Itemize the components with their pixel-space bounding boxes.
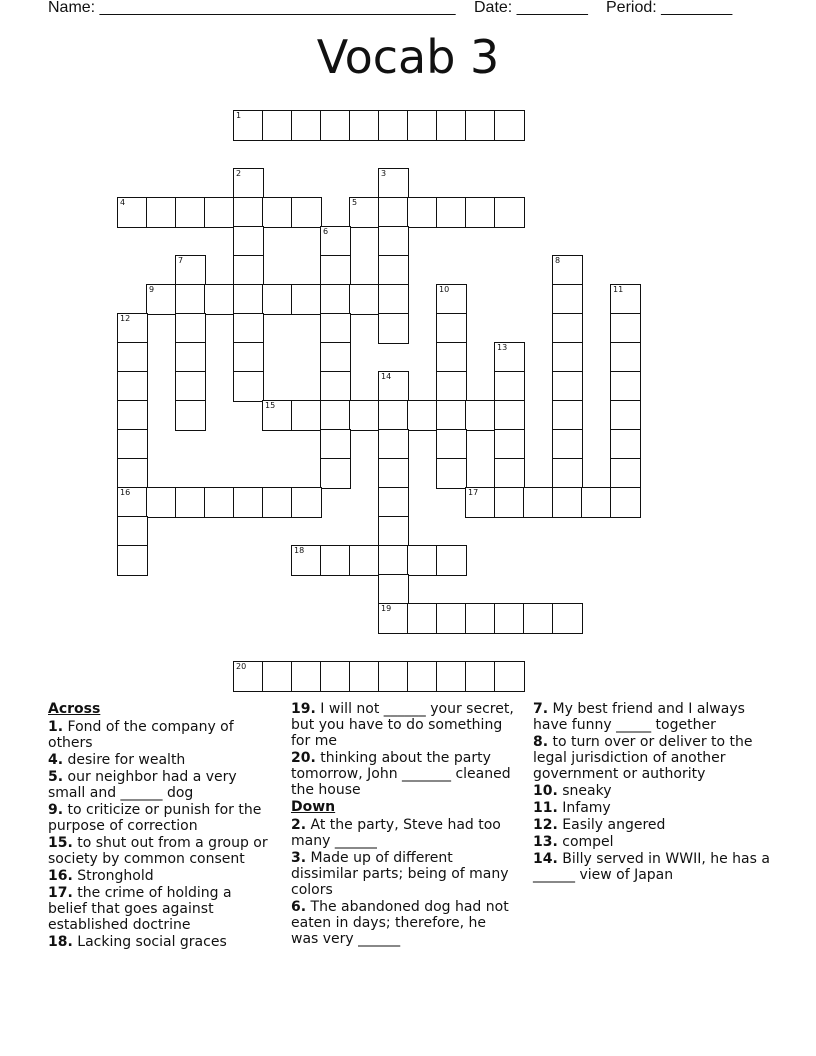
across-clue-list-continued bbox=[291, 701, 517, 798]
grid-cell[interactable] bbox=[610, 458, 641, 489]
clue-num: 11. bbox=[533, 800, 558, 816]
grid-cell[interactable] bbox=[378, 429, 409, 460]
clue-num: 1. bbox=[48, 719, 64, 735]
grid-cell[interactable] bbox=[436, 197, 467, 228]
grid-cell[interactable] bbox=[117, 313, 148, 344]
grid-cell[interactable] bbox=[378, 661, 409, 692]
grid-cell[interactable] bbox=[378, 458, 409, 489]
grid-cell[interactable] bbox=[436, 371, 467, 402]
clue-text: Stronghold bbox=[72, 868, 154, 884]
name-field-label: Name: ________________________________________ bbox=[48, 0, 456, 16]
grid-cell[interactable] bbox=[175, 400, 206, 431]
page-title: Vocab 3 bbox=[316, 30, 500, 84]
grid-cell[interactable] bbox=[117, 197, 148, 228]
clue-num: 20. bbox=[291, 750, 316, 766]
grid-cell[interactable] bbox=[262, 284, 293, 315]
clue-number: 20 bbox=[236, 662, 247, 671]
clue-num: 16. bbox=[48, 868, 73, 884]
grid-cell[interactable] bbox=[175, 342, 206, 373]
grid-cell[interactable] bbox=[320, 255, 351, 286]
clue-item bbox=[533, 800, 773, 816]
grid-cell[interactable] bbox=[494, 603, 525, 634]
grid-cell[interactable] bbox=[436, 313, 467, 344]
grid-cell[interactable] bbox=[378, 574, 409, 605]
grid-cell[interactable] bbox=[233, 226, 264, 257]
grid-cell[interactable] bbox=[320, 400, 351, 431]
grid-cell[interactable] bbox=[320, 110, 351, 141]
grid-cell[interactable] bbox=[233, 313, 264, 344]
clue-item bbox=[48, 752, 274, 768]
grid-cell[interactable] bbox=[349, 400, 380, 431]
clue-num: 6. bbox=[291, 899, 307, 915]
clue-item bbox=[48, 934, 274, 950]
grid-cell[interactable] bbox=[378, 168, 409, 199]
clue-number: 16 bbox=[120, 488, 131, 497]
grid-cell[interactable] bbox=[378, 516, 409, 547]
grid-cell[interactable] bbox=[494, 661, 525, 692]
grid-cell[interactable] bbox=[291, 661, 322, 692]
grid-cell[interactable] bbox=[146, 284, 177, 315]
grid-cell[interactable] bbox=[494, 371, 525, 402]
grid-cell[interactable] bbox=[320, 226, 351, 257]
grid-cell[interactable] bbox=[436, 342, 467, 373]
period-field-label: Period: ________ bbox=[606, 0, 733, 16]
clue-number: 9 bbox=[149, 285, 155, 294]
grid-cell[interactable] bbox=[175, 487, 206, 518]
grid-cell[interactable] bbox=[552, 458, 583, 489]
clue-num: 7. bbox=[533, 701, 549, 717]
clue-text: the crime of holding a belief that goes against established doctrine bbox=[48, 885, 232, 933]
grid-cell[interactable] bbox=[407, 603, 438, 634]
clue-num: 4. bbox=[48, 752, 64, 768]
clue-text: Made up of different dissimilar parts; being of many colors bbox=[291, 850, 509, 898]
grid-cell[interactable] bbox=[494, 429, 525, 460]
grid-cell[interactable] bbox=[494, 110, 525, 141]
grid-cell[interactable] bbox=[436, 400, 467, 431]
down-heading: Down bbox=[291, 799, 336, 815]
grid-cell[interactable] bbox=[552, 429, 583, 460]
grid-cell[interactable] bbox=[291, 110, 322, 141]
grid-cell[interactable] bbox=[610, 284, 641, 315]
clue-num: 10. bbox=[533, 783, 558, 799]
clue-item bbox=[533, 734, 773, 782]
clue-number: 17 bbox=[468, 488, 479, 497]
grid-cell[interactable] bbox=[378, 400, 409, 431]
clue-number: 13 bbox=[497, 343, 508, 352]
clue-item bbox=[533, 851, 773, 883]
clue-number: 14 bbox=[381, 372, 392, 381]
clue-text: The abandoned dog had not eaten in days; therefore, he was very ______ bbox=[291, 899, 509, 947]
grid-cell[interactable] bbox=[465, 661, 496, 692]
down-clues-column-2 bbox=[533, 701, 773, 884]
grid-cell[interactable] bbox=[320, 371, 351, 402]
grid-cell[interactable] bbox=[552, 284, 583, 315]
grid-cell[interactable] bbox=[320, 342, 351, 373]
grid-cell[interactable] bbox=[378, 197, 409, 228]
clue-number: 10 bbox=[439, 285, 450, 294]
grid-cell[interactable] bbox=[291, 400, 322, 431]
across-heading: Across bbox=[48, 701, 101, 717]
clue-number: 6 bbox=[323, 227, 329, 236]
clue-number: 8 bbox=[555, 256, 561, 265]
grid-cell[interactable] bbox=[378, 255, 409, 286]
grid-cell[interactable] bbox=[610, 429, 641, 460]
clue-num: 2. bbox=[291, 817, 307, 833]
grid-cell[interactable] bbox=[175, 255, 206, 286]
clue-num: 14. bbox=[533, 851, 558, 867]
grid-cell[interactable] bbox=[233, 661, 264, 692]
grid-cell[interactable] bbox=[552, 371, 583, 402]
grid-cell[interactable] bbox=[552, 255, 583, 286]
grid-cell[interactable] bbox=[552, 400, 583, 431]
grid-cell[interactable] bbox=[291, 197, 322, 228]
grid-cell[interactable] bbox=[494, 400, 525, 431]
grid-cell[interactable] bbox=[349, 545, 380, 576]
grid-cell[interactable] bbox=[233, 110, 264, 141]
clue-num: 19. bbox=[291, 701, 316, 717]
clue-item bbox=[533, 701, 773, 733]
clue-number: 4 bbox=[120, 198, 126, 207]
clue-item bbox=[291, 701, 517, 749]
grid-cell[interactable] bbox=[233, 197, 264, 228]
clue-number: 3 bbox=[381, 169, 387, 178]
grid-cell[interactable] bbox=[175, 284, 206, 315]
grid-cell[interactable] bbox=[378, 487, 409, 518]
clue-text: our neighbor had a very small and ______ dog bbox=[48, 769, 237, 801]
grid-cell[interactable] bbox=[407, 197, 438, 228]
grid-cell[interactable] bbox=[407, 545, 438, 576]
grid-cell[interactable] bbox=[175, 371, 206, 402]
grid-cell[interactable] bbox=[320, 545, 351, 576]
clue-text: Billy served in WWII, he has a ______ view of Japan bbox=[533, 851, 770, 883]
clue-number: 12 bbox=[120, 314, 131, 323]
clue-item bbox=[48, 868, 274, 884]
grid-cell[interactable] bbox=[291, 487, 322, 518]
grid-cell[interactable] bbox=[291, 284, 322, 315]
clue-num: 9. bbox=[48, 802, 64, 818]
grid-cell[interactable] bbox=[494, 197, 525, 228]
clue-item bbox=[533, 817, 773, 833]
clue-num: 15. bbox=[48, 835, 73, 851]
grid-cell[interactable] bbox=[117, 400, 148, 431]
clue-item bbox=[48, 835, 274, 867]
grid-cell[interactable] bbox=[581, 487, 612, 518]
grid-cell[interactable] bbox=[117, 371, 148, 402]
clue-number: 5 bbox=[352, 198, 358, 207]
grid-cell[interactable] bbox=[146, 197, 177, 228]
grid-cell[interactable] bbox=[523, 487, 554, 518]
grid-cell[interactable] bbox=[262, 400, 293, 431]
grid-cell[interactable] bbox=[175, 313, 206, 344]
grid-cell[interactable] bbox=[320, 284, 351, 315]
grid-cell[interactable] bbox=[378, 545, 409, 576]
grid-cell[interactable] bbox=[117, 487, 148, 518]
clue-text: desire for wealth bbox=[63, 752, 186, 768]
grid-cell[interactable] bbox=[233, 255, 264, 286]
clue-text: Easily angered bbox=[557, 817, 666, 833]
grid-cell[interactable] bbox=[349, 661, 380, 692]
grid-cell[interactable] bbox=[117, 429, 148, 460]
across-clue-list bbox=[48, 719, 274, 950]
grid-cell[interactable] bbox=[117, 458, 148, 489]
grid-cell[interactable] bbox=[320, 429, 351, 460]
grid-cell[interactable] bbox=[407, 110, 438, 141]
clue-number: 7 bbox=[178, 256, 184, 265]
grid-cell[interactable] bbox=[378, 603, 409, 634]
grid-cell[interactable] bbox=[465, 400, 496, 431]
grid-cell[interactable] bbox=[378, 313, 409, 344]
grid-cell[interactable] bbox=[175, 197, 206, 228]
grid-cell[interactable] bbox=[523, 603, 554, 634]
grid-cell[interactable] bbox=[233, 284, 264, 315]
grid-cell[interactable] bbox=[320, 661, 351, 692]
clue-text: My best friend and I always have funny _____ together bbox=[533, 701, 745, 733]
clue-item bbox=[48, 885, 274, 933]
date-field-label: Date: ________ bbox=[474, 0, 588, 16]
grid-cell[interactable] bbox=[378, 284, 409, 315]
grid-cell[interactable] bbox=[610, 313, 641, 344]
across-down-column bbox=[291, 701, 517, 948]
grid-cell[interactable] bbox=[610, 371, 641, 402]
grid-cell[interactable] bbox=[349, 284, 380, 315]
grid-cell[interactable] bbox=[117, 516, 148, 547]
clue-text: thinking about the party tomorrow, John _______ cleaned the house bbox=[291, 750, 511, 798]
grid-cell[interactable] bbox=[436, 603, 467, 634]
grid-cell[interactable] bbox=[117, 545, 148, 576]
clue-text: I will not ______ your secret, but you have to do something for me bbox=[291, 701, 514, 749]
grid-cell[interactable] bbox=[204, 487, 235, 518]
grid-cell[interactable] bbox=[204, 197, 235, 228]
grid-cell[interactable] bbox=[552, 603, 583, 634]
grid-cell[interactable] bbox=[262, 197, 293, 228]
clue-num: 8. bbox=[533, 734, 549, 750]
clue-text: At the party, Steve had too many ______ bbox=[291, 817, 501, 849]
clue-item bbox=[291, 899, 517, 947]
clue-item bbox=[291, 750, 517, 798]
clue-number: 1 bbox=[236, 111, 242, 120]
clue-text: to turn over or deliver to the legal jurisdiction of another government or authority bbox=[533, 734, 753, 782]
grid-cell[interactable] bbox=[378, 371, 409, 402]
grid-cell[interactable] bbox=[610, 342, 641, 373]
clue-num: 3. bbox=[291, 850, 307, 866]
clue-text: sneaky bbox=[557, 783, 612, 799]
clue-text: Lacking social graces bbox=[72, 934, 227, 950]
grid-cell[interactable] bbox=[552, 487, 583, 518]
grid-cell[interactable] bbox=[436, 458, 467, 489]
grid-cell[interactable] bbox=[262, 487, 293, 518]
clue-item bbox=[291, 850, 517, 898]
clue-number: 19 bbox=[381, 604, 392, 613]
grid-cell[interactable] bbox=[552, 342, 583, 373]
clue-num: 18. bbox=[48, 934, 73, 950]
grid-cell[interactable] bbox=[262, 110, 293, 141]
grid-cell[interactable] bbox=[407, 400, 438, 431]
grid-cell[interactable] bbox=[349, 197, 380, 228]
grid-cell[interactable] bbox=[552, 313, 583, 344]
grid-cell[interactable] bbox=[378, 226, 409, 257]
grid-cell[interactable] bbox=[465, 487, 496, 518]
clue-text: compel bbox=[557, 834, 614, 850]
clue-num: 13. bbox=[533, 834, 558, 850]
grid-cell[interactable] bbox=[407, 661, 438, 692]
grid-cell[interactable] bbox=[436, 429, 467, 460]
clue-item bbox=[533, 783, 773, 799]
clue-item bbox=[48, 719, 274, 751]
clue-num: 5. bbox=[48, 769, 64, 785]
grid-cell[interactable] bbox=[465, 110, 496, 141]
grid-cell[interactable] bbox=[146, 487, 177, 518]
grid-cell[interactable] bbox=[291, 545, 322, 576]
clue-text: to criticize or punish for the purpose of correction bbox=[48, 802, 262, 834]
grid-cell[interactable] bbox=[610, 400, 641, 431]
grid-cell[interactable] bbox=[610, 487, 641, 518]
clue-text: Infamy bbox=[557, 800, 611, 816]
clue-num: 12. bbox=[533, 817, 558, 833]
across-clues-column bbox=[48, 701, 274, 951]
down-clue-list-continued bbox=[533, 701, 773, 883]
clue-text: to shut out from a group or society by common consent bbox=[48, 835, 268, 867]
grid-cell[interactable] bbox=[494, 487, 525, 518]
grid-cell[interactable] bbox=[465, 603, 496, 634]
clue-number: 2 bbox=[236, 169, 242, 178]
grid-cell[interactable] bbox=[233, 487, 264, 518]
grid-cell[interactable] bbox=[349, 110, 380, 141]
grid-cell[interactable] bbox=[436, 661, 467, 692]
grid-cell[interactable] bbox=[204, 284, 235, 315]
grid-cell[interactable] bbox=[262, 661, 293, 692]
clue-text: Fond of the company of others bbox=[48, 719, 234, 751]
clue-number: 15 bbox=[265, 401, 276, 410]
down-clue-list bbox=[291, 817, 517, 947]
grid-cell[interactable] bbox=[117, 342, 148, 373]
clue-number: 18 bbox=[294, 546, 305, 555]
grid-cell[interactable] bbox=[320, 458, 351, 489]
grid-cell[interactable] bbox=[436, 284, 467, 315]
grid-cell[interactable] bbox=[233, 342, 264, 373]
grid-cell[interactable] bbox=[436, 110, 467, 141]
clue-item bbox=[48, 802, 274, 834]
clue-number: 11 bbox=[613, 285, 624, 294]
clue-item bbox=[48, 769, 274, 801]
grid-cell[interactable] bbox=[233, 168, 264, 199]
grid-cell[interactable] bbox=[320, 313, 351, 344]
grid-cell[interactable] bbox=[494, 458, 525, 489]
clue-num: 17. bbox=[48, 885, 73, 901]
grid-cell[interactable] bbox=[465, 197, 496, 228]
grid-cell[interactable] bbox=[378, 110, 409, 141]
grid-cell[interactable] bbox=[233, 371, 264, 402]
grid-cell[interactable] bbox=[436, 545, 467, 576]
clue-item bbox=[291, 817, 517, 849]
grid-cell[interactable] bbox=[494, 342, 525, 373]
clue-item bbox=[533, 834, 773, 850]
